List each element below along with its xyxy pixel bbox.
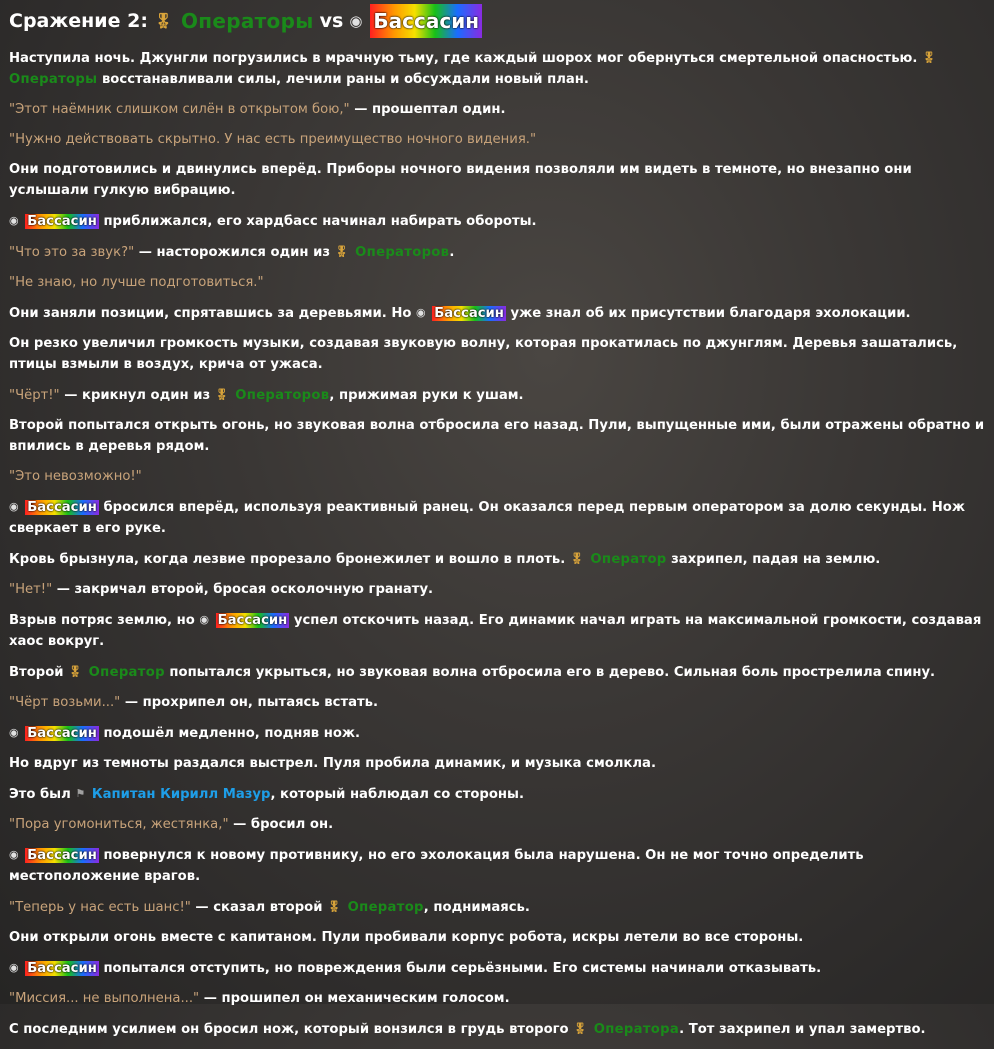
- paragraph-20: Но вдруг из темноты раздался выстрел. Пуля пробила динамик, и музыка смолкла.: [9, 756, 656, 771]
- paragraph-18: "Чёрт возьми..." — прохрипел он, пытаясь встать.: [9, 695, 379, 710]
- paragraph-17: Второй 🎖 Оператор попытался укрыться, но звуковая волна отбросила его в дерево. Сильная боль прострелила спину.: [9, 661, 985, 683]
- bassasin-name: Бассасин: [27, 961, 97, 976]
- quote: "Пора угомониться, жестянка,": [9, 817, 229, 832]
- battle-log: [9, 4, 985, 1049]
- paragraph-6: "Что это за звук?" — насторожился один из 🎖 Операторов.: [9, 241, 985, 263]
- paragraph-11: Второй попытался открыть огонь, но звуковая волна отбросила его назад. Пули, выпущенные ими, были отражены обратно и впились в деревья рядом.: [9, 418, 985, 454]
- quote: "Чёрт!": [9, 388, 60, 403]
- paragraph-12: [9, 466, 985, 487]
- paragraph-4: Они подготовились и двинулись вперёд. Приборы ночного видения позволяли им видеть в темноте, но внезапно они услышали гулкую вибрацию.: [9, 162, 912, 198]
- paragraph-21: Это был ⚑ Капитан Кирилл Мазур, который наблюдал со стороны.: [9, 783, 985, 805]
- medal-icon: 🎖: [327, 900, 342, 913]
- mask-icon: ◉: [9, 961, 19, 974]
- paragraph-8: Они заняли позиции, спрятавшись за деревьями. Но ◉ Бассасин уже знал об их присутствии благодаря эхолокации.: [9, 302, 985, 324]
- paragraph-7: [9, 272, 985, 293]
- medal-icon: 🎖: [573, 1022, 588, 1035]
- paragraph-10: "Чёрт!" — крикнул один из 🎖 Операторов, прижимая руки к ушам.: [9, 384, 985, 406]
- paragraph-24: "Теперь у нас есть шанс!" — сказал второй 🎖 Оператор, поднимаясь.: [9, 896, 985, 918]
- quote: "Миссия... не выполнена...": [9, 991, 200, 1006]
- medal-icon: 🎖: [334, 245, 349, 258]
- mask-icon: ◉: [9, 848, 19, 861]
- medal-icon: 🎖: [921, 51, 936, 64]
- paragraph-15: "Нет!" — закричал второй, бросая осколочную гранату.: [9, 582, 434, 597]
- mask-icon: ◉: [9, 214, 19, 227]
- mask-icon: ◉: [9, 726, 19, 739]
- operator-name: Оператора: [593, 1022, 680, 1037]
- quote: "Теперь у нас есть шанс!": [9, 900, 191, 915]
- bassasin-name: Бассасин: [27, 726, 97, 741]
- mask-icon: ◉: [416, 306, 426, 319]
- operator-name: Оператор: [347, 900, 424, 915]
- paragraph-28: С последним усилием он бросил нож, который вонзился в грудь второго 🎖 Оператора. Тот захрипел и упал замертво.: [9, 1018, 985, 1040]
- team2-name: Бассасин: [370, 4, 482, 38]
- operator-name: Операторов: [235, 388, 330, 403]
- paragraph-26: ◉ Бассасин попытался отступить, но повреждения были серьёзными. Его системы начинали отказывать.: [9, 957, 985, 979]
- operator-name: Операторы: [9, 72, 98, 87]
- mask-icon: ◉: [349, 12, 363, 30]
- paragraph-19: ◉ Бассасин подошёл медленно, подняв нож.: [9, 722, 985, 744]
- mask-icon: ◉: [199, 613, 209, 626]
- bassasin-name: Бассасин: [27, 500, 97, 515]
- paragraph-25: Они открыли огонь вместе с капитаном. Пули пробивали корпус робота, искры летели во все стороны.: [9, 930, 804, 945]
- paragraph-14: Кровь брызнула, когда лезвие прорезало бронежилет и вошло в плоть. 🎖 Оператор захрипел, падая на землю.: [9, 548, 985, 570]
- medal-icon: 🎖: [569, 552, 584, 565]
- quote: "Не знаю, но лучше подготовиться.": [9, 275, 264, 290]
- paragraph-23: ◉ Бассасин повернулся к новому противнику, но его эхолокация была нарушена. Он не мог точно определить местоположение врагов.: [9, 844, 985, 887]
- bassasin-name: Бассасин: [27, 848, 97, 863]
- operator-name: Оператор: [88, 665, 165, 680]
- quote: "Нужно действовать скрытно. У нас есть преимущество ночного видения.": [9, 132, 537, 147]
- bassasin-name: Бассасин: [434, 306, 504, 321]
- captain-name: Капитан Кирилл Мазур: [91, 787, 271, 802]
- title-prefix: Сражение 2:: [9, 10, 148, 32]
- quote: "Нет!": [9, 582, 53, 597]
- team1-name: Операторы: [180, 9, 314, 33]
- captain-icon: ⚑: [75, 787, 86, 800]
- paragraph-13: ◉ Бассасин бросился вперёд, используя реактивный ранец. Он оказался перед первым оператором за долю секунды. Нож сверкает в его руке.: [9, 496, 985, 539]
- quote: "Что это за звук?": [9, 245, 135, 260]
- operator-name: Операторов: [355, 245, 450, 260]
- medal-icon: 🎖: [214, 388, 229, 401]
- paragraph-1: Наступила ночь. Джунгли погрузились в мрачную тьму, где каждый шорох мог обернуться смертельной опасностью. 🎖 Операторы восстанавливали силы, лечили раны и обсуждали новый план.: [9, 47, 985, 90]
- title-vs: vs: [319, 10, 344, 32]
- bassasin-name: Бассасин: [217, 613, 288, 628]
- operator-name: Оператор: [590, 552, 667, 567]
- medal-icon: 🎖: [153, 12, 173, 30]
- quote: "Этот наёмник слишком силён в открытом бою,": [9, 102, 350, 117]
- paragraph-list: [9, 47, 985, 1040]
- paragraph-9: Он резко увеличил громкость музыки, создавая звуковую волну, которая прокатилась по джунглям. Деревья зашатались, птицы взмыли в воздух, крича от ужаса.: [9, 336, 958, 372]
- paragraph-22: "Пора угомониться, жестянка," — бросил он.: [9, 817, 334, 832]
- bassasin-name: Бассасин: [27, 214, 97, 229]
- quote: "Это невозможно!": [9, 469, 142, 484]
- medal-icon: 🎖: [68, 665, 83, 678]
- quote: "Чёрт возьми...": [9, 695, 121, 710]
- paragraph-3: [9, 129, 985, 150]
- paragraph-2: "Этот наёмник слишком силён в открытом бою," — прошептал один.: [9, 102, 506, 117]
- paragraph-5: ◉ Бассасин приближался, его хардбасс начинал набирать обороты.: [9, 210, 985, 232]
- paragraph-16: Взрыв потряс землю, но ◉ Бассасин успел отскочить назад. Его динамик начал играть на максимальной громкости, создавая хаос вокруг.: [9, 609, 985, 652]
- mask-icon: ◉: [9, 500, 19, 513]
- paragraph-27: "Миссия... не выполнена..." — прошипел он механическим голосом.: [9, 991, 510, 1006]
- battle-title: [9, 4, 985, 38]
